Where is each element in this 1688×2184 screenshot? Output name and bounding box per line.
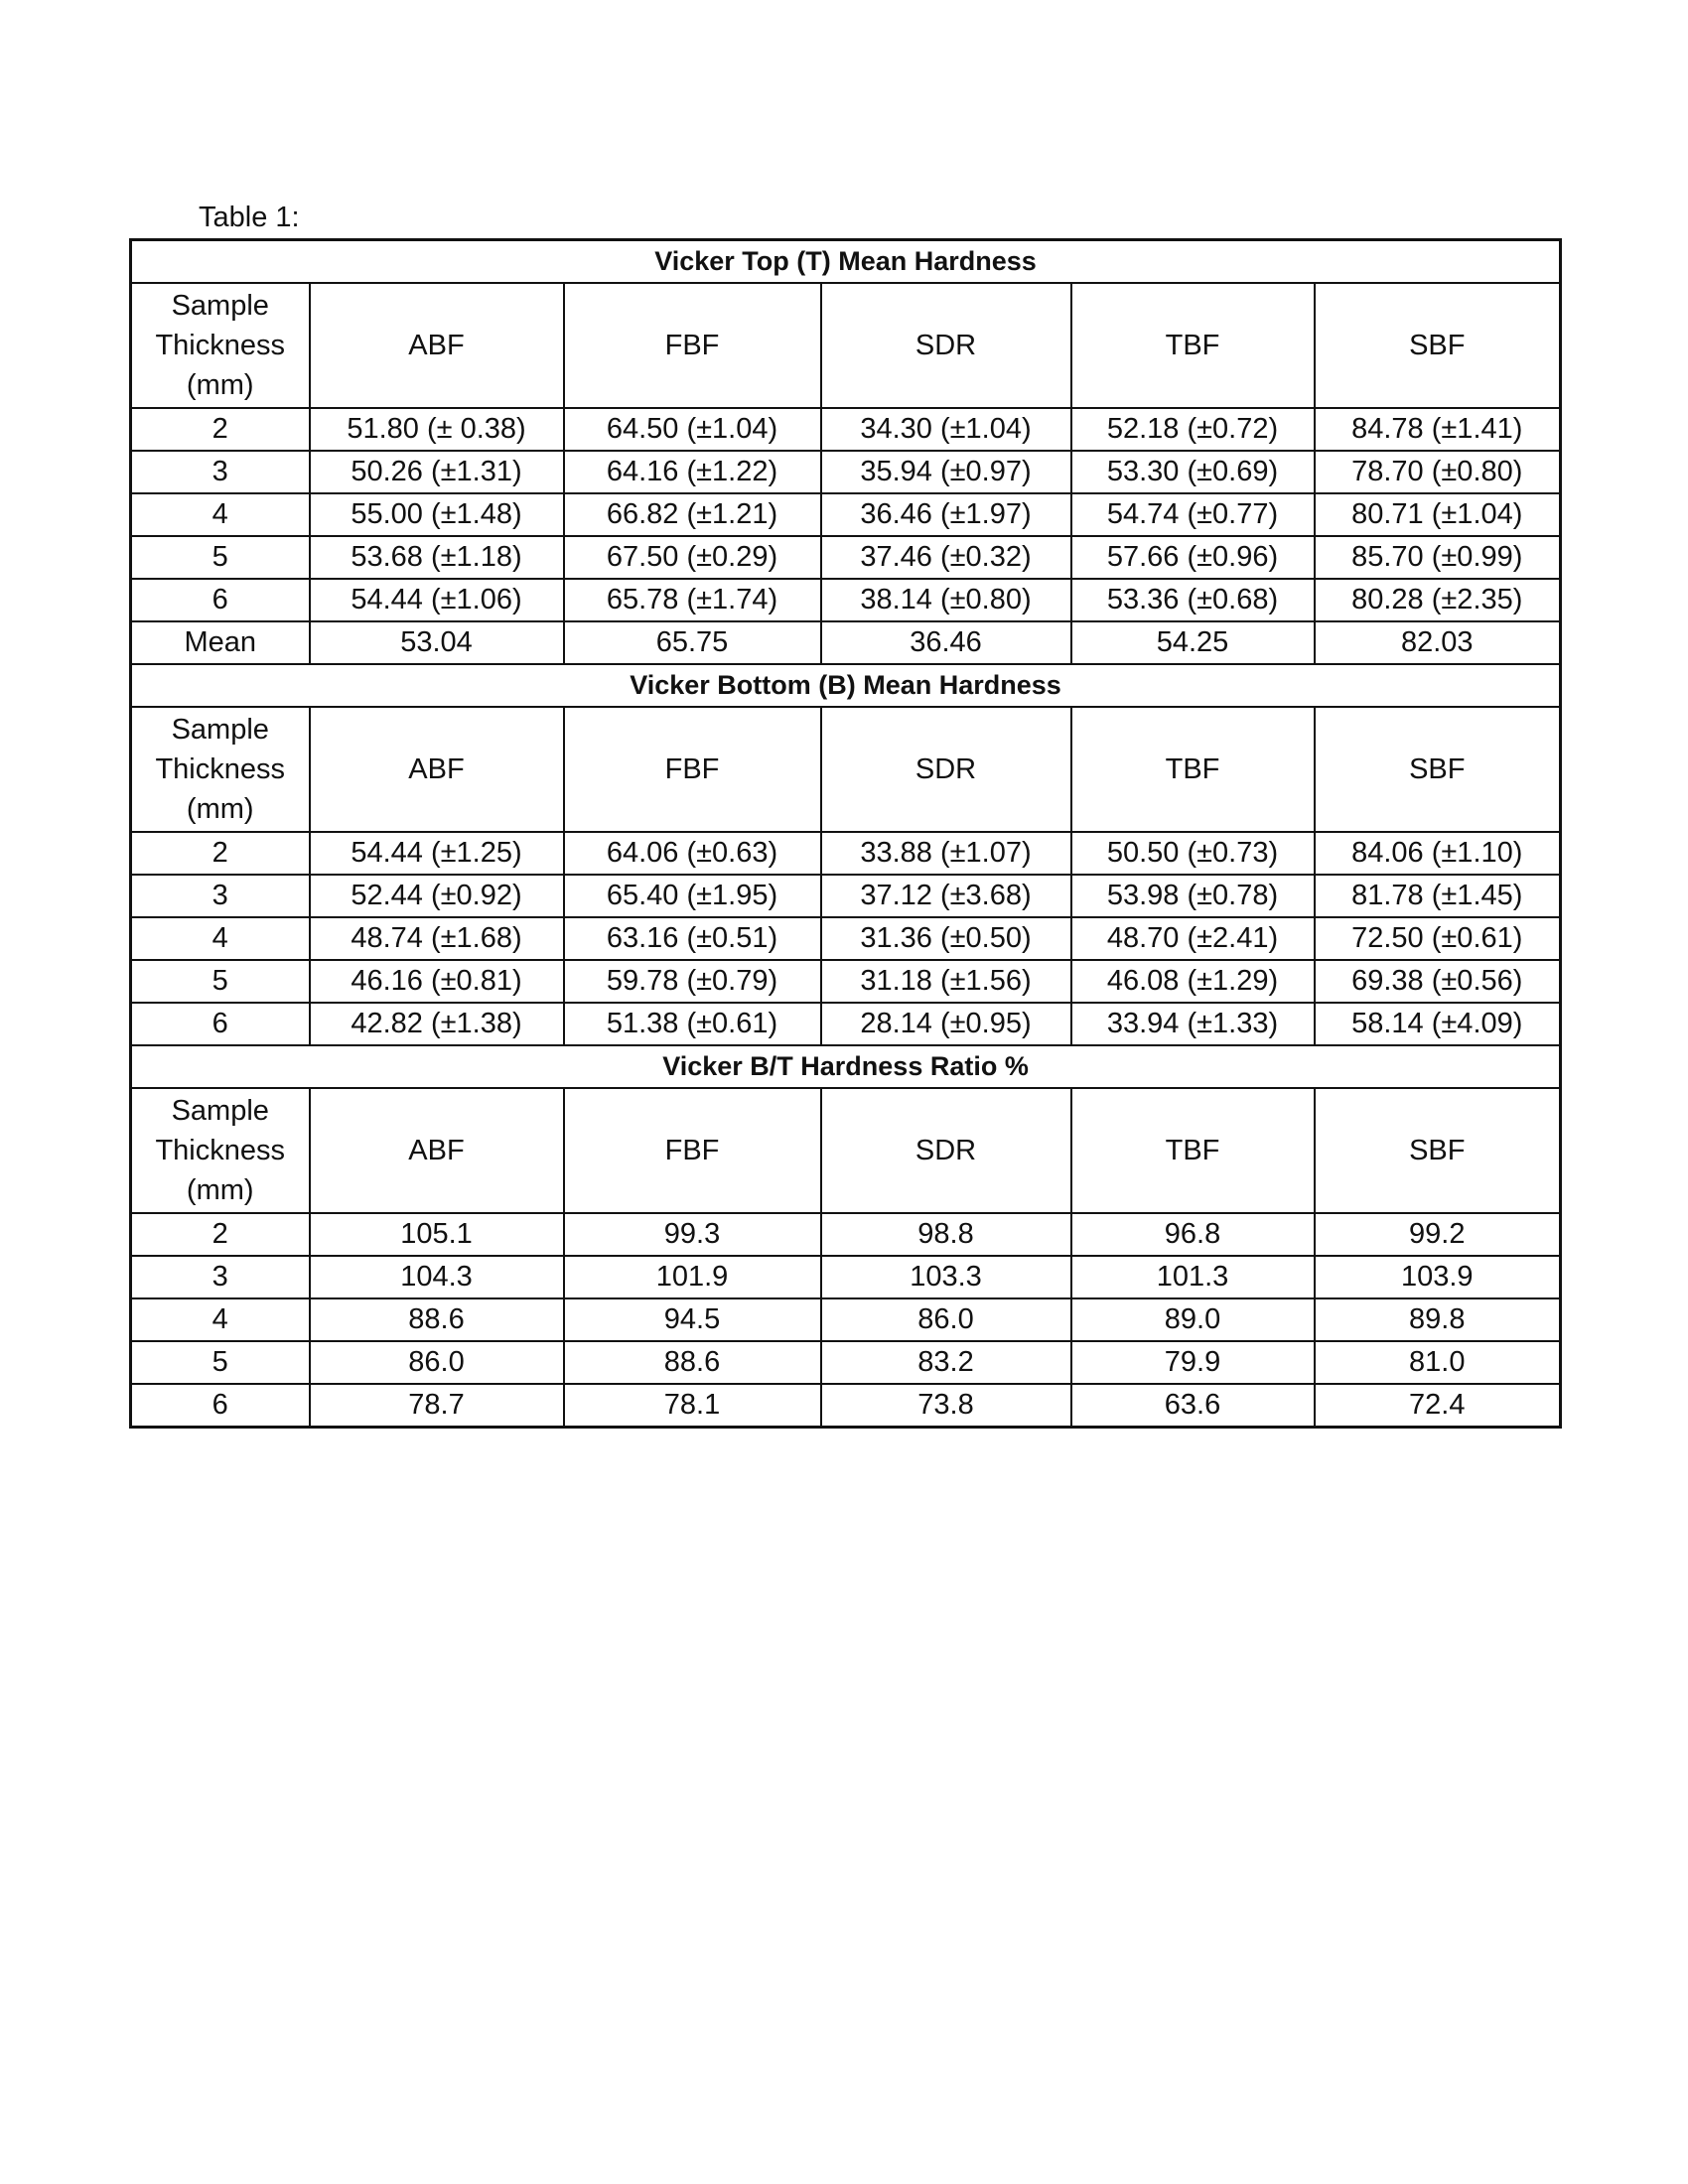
value-cell: 88.6 [310, 1298, 564, 1341]
value-cell: 66.82 (±1.21) [564, 493, 821, 536]
value-cell: 35.94 (±0.97) [821, 451, 1071, 493]
value-cell: 53.68 (±1.18) [310, 536, 564, 579]
value-cell: 53.04 [310, 621, 564, 664]
table-row [131, 451, 1561, 493]
value-cell: 58.14 (±4.09) [1315, 1003, 1561, 1045]
value-cell: 48.70 (±2.41) [1071, 917, 1315, 960]
table-body [131, 240, 1561, 1428]
table-row [131, 960, 1561, 1003]
value-cell: 63.6 [1071, 1384, 1315, 1428]
column-header: FBF [564, 283, 821, 408]
header-label-line: Sample [171, 714, 269, 746]
column-header: FBF [564, 707, 821, 832]
value-cell: 81.78 (±1.45) [1315, 875, 1561, 917]
column-header: SBF [1315, 707, 1561, 832]
value-cell: 105.1 [310, 1213, 564, 1256]
value-cell: 34.30 (±1.04) [821, 408, 1071, 451]
value-cell: 99.2 [1315, 1213, 1561, 1256]
table-row [131, 1384, 1561, 1428]
column-header: ABF [310, 283, 564, 408]
thickness-cell: 5 [131, 536, 310, 579]
value-cell: 84.06 (±1.10) [1315, 832, 1561, 875]
value-cell: 31.36 (±0.50) [821, 917, 1071, 960]
column-header: TBF [1071, 283, 1315, 408]
value-cell: 28.14 (±0.95) [821, 1003, 1071, 1045]
header-label-line: Thickness [155, 753, 286, 785]
value-cell: 55.00 (±1.48) [310, 493, 564, 536]
hardness-table [129, 238, 1562, 1429]
value-cell: 86.0 [821, 1298, 1071, 1341]
value-cell: 52.18 (±0.72) [1071, 408, 1315, 451]
section-title: Vicker Top (T) Mean Hardness [131, 240, 1561, 284]
column-header: SBF [1315, 1088, 1561, 1213]
section-title: Vicker B/T Hardness Ratio % [131, 1045, 1561, 1088]
value-cell: 88.6 [564, 1341, 821, 1384]
table-row [131, 1213, 1561, 1256]
value-cell: 72.4 [1315, 1384, 1561, 1428]
value-cell: 82.03 [1315, 621, 1561, 664]
value-cell: 85.70 (±0.99) [1315, 536, 1561, 579]
value-cell: 64.16 (±1.22) [564, 451, 821, 493]
value-cell: 98.8 [821, 1213, 1071, 1256]
header-label-line: (mm) [186, 369, 254, 401]
section-title-row [131, 664, 1561, 707]
value-cell: 104.3 [310, 1256, 564, 1298]
value-cell: 52.44 (±0.92) [310, 875, 564, 917]
value-cell: 78.7 [310, 1384, 564, 1428]
thickness-cell: 5 [131, 960, 310, 1003]
header-sample-thickness [131, 707, 310, 832]
value-cell: 96.8 [1071, 1213, 1315, 1256]
table-row [131, 917, 1561, 960]
value-cell: 31.18 (±1.56) [821, 960, 1071, 1003]
value-cell: 78.70 (±0.80) [1315, 451, 1561, 493]
thickness-cell: 5 [131, 1341, 310, 1384]
column-header-row [131, 1088, 1561, 1213]
value-cell: 69.38 (±0.56) [1315, 960, 1561, 1003]
thickness-cell: 6 [131, 1003, 310, 1045]
thickness-cell: 4 [131, 1298, 310, 1341]
column-header-row [131, 707, 1561, 832]
table-row [131, 408, 1561, 451]
value-cell: 46.16 (±0.81) [310, 960, 564, 1003]
value-cell: 57.66 (±0.96) [1071, 536, 1315, 579]
value-cell: 80.28 (±2.35) [1315, 579, 1561, 621]
value-cell: 81.0 [1315, 1341, 1561, 1384]
value-cell: 50.26 (±1.31) [310, 451, 564, 493]
value-cell: 54.25 [1071, 621, 1315, 664]
value-cell: 65.40 (±1.95) [564, 875, 821, 917]
table-row [131, 1256, 1561, 1298]
value-cell: 83.2 [821, 1341, 1071, 1384]
header-label-line: Thickness [155, 1135, 286, 1166]
header-label-line: Thickness [155, 330, 286, 361]
value-cell: 73.8 [821, 1384, 1071, 1428]
header-label-line: (mm) [186, 1174, 254, 1206]
header-sample-thickness [131, 283, 310, 408]
value-cell: 36.46 (±1.97) [821, 493, 1071, 536]
value-cell: 46.08 (±1.29) [1071, 960, 1315, 1003]
value-cell: 53.30 (±0.69) [1071, 451, 1315, 493]
column-header-row [131, 283, 1561, 408]
value-cell: 54.74 (±0.77) [1071, 493, 1315, 536]
thickness-cell: 3 [131, 875, 310, 917]
value-cell: 84.78 (±1.41) [1315, 408, 1561, 451]
value-cell: 37.12 (±3.68) [821, 875, 1071, 917]
value-cell: 59.78 (±0.79) [564, 960, 821, 1003]
table-row [131, 536, 1561, 579]
thickness-cell: 6 [131, 579, 310, 621]
value-cell: 80.71 (±1.04) [1315, 493, 1561, 536]
value-cell: 51.38 (±0.61) [564, 1003, 821, 1045]
section-title-row [131, 240, 1561, 284]
value-cell: 101.9 [564, 1256, 821, 1298]
value-cell: 67.50 (±0.29) [564, 536, 821, 579]
column-header: SDR [821, 1088, 1071, 1213]
thickness-cell: 4 [131, 917, 310, 960]
column-header: SDR [821, 707, 1071, 832]
header-sample-thickness [131, 1088, 310, 1213]
thickness-cell: 6 [131, 1384, 310, 1428]
thickness-cell: 3 [131, 451, 310, 493]
thickness-cell: 4 [131, 493, 310, 536]
value-cell: 101.3 [1071, 1256, 1315, 1298]
table-row [131, 621, 1561, 664]
value-cell: 65.78 (±1.74) [564, 579, 821, 621]
value-cell: 64.06 (±0.63) [564, 832, 821, 875]
value-cell: 72.50 (±0.61) [1315, 917, 1561, 960]
thickness-cell: 3 [131, 1256, 310, 1298]
value-cell: 33.88 (±1.07) [821, 832, 1071, 875]
value-cell: 79.9 [1071, 1341, 1315, 1384]
value-cell: 53.36 (±0.68) [1071, 579, 1315, 621]
value-cell: 89.0 [1071, 1298, 1315, 1341]
thickness-cell: 2 [131, 1213, 310, 1256]
section-title: Vicker Bottom (B) Mean Hardness [131, 664, 1561, 707]
value-cell: 33.94 (±1.33) [1071, 1003, 1315, 1045]
value-cell: 103.3 [821, 1256, 1071, 1298]
value-cell: 37.46 (±0.32) [821, 536, 1071, 579]
table-row [131, 1341, 1561, 1384]
thickness-cell: Mean [131, 621, 310, 664]
value-cell: 103.9 [1315, 1256, 1561, 1298]
value-cell: 86.0 [310, 1341, 564, 1384]
table-row [131, 1003, 1561, 1045]
table-row [131, 493, 1561, 536]
thickness-cell: 2 [131, 408, 310, 451]
table-row [131, 1298, 1561, 1341]
column-header: TBF [1071, 707, 1315, 832]
table-row [131, 832, 1561, 875]
thickness-cell: 2 [131, 832, 310, 875]
section-title-row [131, 1045, 1561, 1088]
value-cell: 99.3 [564, 1213, 821, 1256]
table-caption: Table 1: [199, 202, 300, 233]
header-label-line: (mm) [186, 793, 254, 825]
value-cell: 54.44 (±1.25) [310, 832, 564, 875]
value-cell: 42.82 (±1.38) [310, 1003, 564, 1045]
header-label-line: Sample [171, 290, 269, 322]
value-cell: 36.46 [821, 621, 1071, 664]
column-header: ABF [310, 1088, 564, 1213]
column-header: SDR [821, 283, 1071, 408]
value-cell: 89.8 [1315, 1298, 1561, 1341]
table-row [131, 579, 1561, 621]
value-cell: 51.80 (± 0.38) [310, 408, 564, 451]
table-row [131, 875, 1561, 917]
value-cell: 65.75 [564, 621, 821, 664]
value-cell: 53.98 (±0.78) [1071, 875, 1315, 917]
column-header: ABF [310, 707, 564, 832]
value-cell: 64.50 (±1.04) [564, 408, 821, 451]
value-cell: 54.44 (±1.06) [310, 579, 564, 621]
value-cell: 94.5 [564, 1298, 821, 1341]
column-header: FBF [564, 1088, 821, 1213]
value-cell: 63.16 (±0.51) [564, 917, 821, 960]
value-cell: 48.74 (±1.68) [310, 917, 564, 960]
value-cell: 50.50 (±0.73) [1071, 832, 1315, 875]
column-header: SBF [1315, 283, 1561, 408]
column-header: TBF [1071, 1088, 1315, 1213]
header-label-line: Sample [171, 1095, 269, 1127]
value-cell: 78.1 [564, 1384, 821, 1428]
value-cell: 38.14 (±0.80) [821, 579, 1071, 621]
